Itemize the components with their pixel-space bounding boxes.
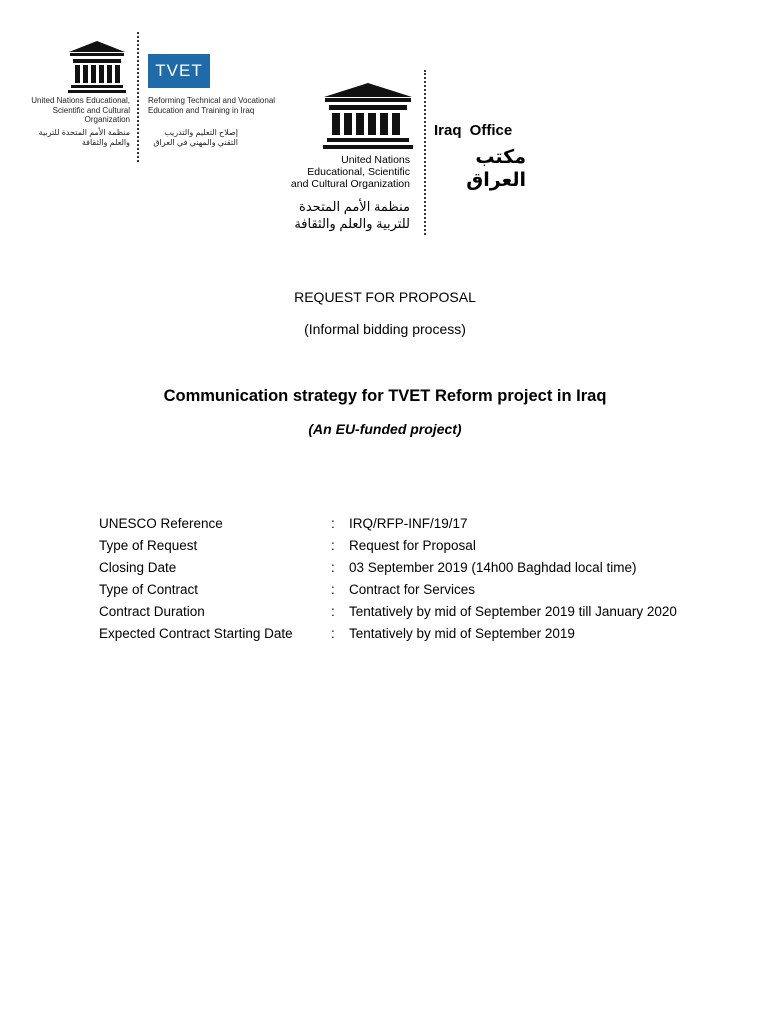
detail-colon: : [331,538,335,553]
detail-colon: : [331,604,335,619]
detail-row [99,516,739,538]
unesco-tvet-logo [30,30,290,170]
detail-value: Request for Proposal [349,538,476,553]
unesco-iraq-office-logo [288,70,538,240]
detail-label: Type of Request [99,538,198,553]
iraq-office-label-ar: مكتب العراق [466,147,526,191]
detail-colon: : [331,626,335,641]
detail-colon: : [331,560,335,575]
detail-colon: : [331,516,335,531]
detail-label: Closing Date [99,560,177,575]
unesco-name-en: United Nations Educational, Scientific and Cultural Organization [31,96,130,124]
unesco-name-en: United Nations Educational, Scientific and Cultural Organization [290,154,410,190]
tvet-name-en: Reforming Technical and Vocational Education and Training in Iraq [148,96,276,115]
tvet-name-ar: إصلاح التعليم والتدريب التقني والمهني في العراق [153,128,238,147]
rfp-heading: REQUEST FOR PROPOSAL [294,289,476,305]
detail-label: UNESCO Reference [99,516,223,531]
detail-label: Contract Duration [99,604,205,619]
document-subtitle: (An EU-funded project) [308,421,462,437]
unesco-name-ar: منظمة الأمم المتحدة للتربية والعلم والثقافة [294,199,410,231]
detail-label: Expected Contract Starting Date [99,626,293,641]
logo-divider [424,70,426,235]
detail-row [99,538,739,560]
unesco-name-ar: منظمة الأمم المتحدة للتربية والعلم والثقافة [38,128,130,147]
rfp-details-table [99,516,739,648]
detail-value: Tentatively by mid of September 2019 till January 2020 [349,604,677,619]
bidding-process-note: (Informal bidding process) [304,321,466,337]
detail-row [99,604,739,626]
iraq-office-label: Iraq Office [434,122,513,139]
detail-value: IRQ/RFP-INF/19/17 [349,516,468,531]
document-title: Communication strategy for TVET Reform project in Iraq [163,387,607,405]
detail-colon: : [331,582,335,597]
detail-label: Type of Contract [99,582,199,597]
logo-divider [137,32,139,162]
detail-value: 03 September 2019 (14h00 Baghdad local time) [349,560,637,575]
detail-row [99,560,739,582]
detail-row [99,582,739,604]
detail-value: Tentatively by mid of September 2019 [349,626,575,641]
tvet-logo: TVET [148,54,210,88]
unesco-temple-icon [322,80,414,150]
detail-row [99,626,739,648]
detail-value: Contract for Services [349,582,476,597]
unesco-temple-icon [67,38,127,94]
